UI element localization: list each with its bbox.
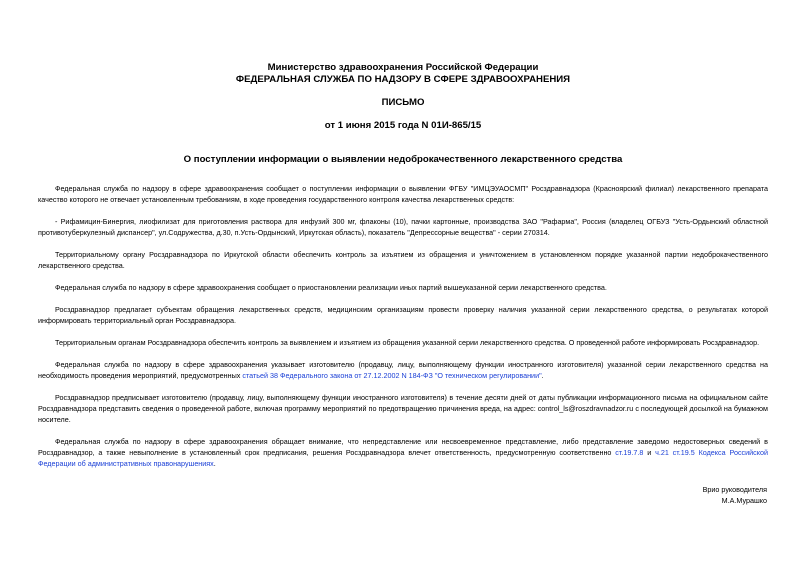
- paragraph: [38, 359, 768, 381]
- document-body: [38, 183, 768, 469]
- service-name: ФЕДЕРАЛЬНАЯ СЛУЖБА ПО НАДЗОРУ В СФЕРЕ ЗДРАВООХРАНЕНИЯ: [235, 74, 571, 85]
- law-reference-link[interactable]: статьей 38 Федерального закона от 27.12.2002 N 184-ФЗ "О техническом регулировании": [242, 371, 542, 380]
- paragraph: Росздравнадзор предписывает изготовителю (продавцу, лицу, выполняющему функции иностранного изготовителя) в течение десяти дней от даты публикации информационного письма на официальном сайте Росздравнадзора представить сведения о проведенной работе, включая программу мероприятий по предотвращению причинения вреда, на адрес: control_ls@roszdravnadzor.ru с последующей досылкой на бумажном носителе.: [38, 393, 768, 424]
- paragraph-text: .: [541, 371, 544, 380]
- document-type: ПИСЬМО: [381, 97, 425, 108]
- paragraph: Федеральная служба по надзору в сфере здравоохранения сообщает о поступлении информации о выявлении ФГБУ "ИМЦЭУАОСМП" Росздравнадзора (Красноярский филиал) лекарственного препарата качество которого не отвечает установленным требованиям, в ходе проведения государственного контроля качества лекарственных средств:: [38, 184, 768, 204]
- signature-block: [703, 484, 767, 506]
- paragraph: [38, 436, 768, 469]
- document-header: [38, 62, 768, 86]
- ministry-name: Министерство здравоохранения Российской Федерации: [267, 62, 539, 73]
- paragraph-text: и: [643, 448, 656, 457]
- paragraph: Федеральная служба по надзору в сфере здравоохранения сообщает о приостановлении реализации иных партий вышеуказанной серии лекарственного средства.: [55, 283, 607, 292]
- code-article-link[interactable]: ч.21 ст.19.5 Кодекса Российской Федерации об административных правонарушениях: [38, 448, 768, 468]
- paragraph: Территориальному органу Росздравнадзора по Иркутской области обеспечить контроль за изъятием из обращения и уничтожением в установленном порядке указанной партии недоброкачественного лекарственного средства.: [38, 250, 768, 270]
- document-page: [38, 62, 768, 480]
- signatory-role: Врио руководителя: [702, 485, 767, 494]
- signatory-name: М.А.Мурашко: [721, 496, 767, 505]
- paragraph-text: .: [213, 459, 216, 468]
- code-article-link[interactable]: ст.19.7.8: [615, 448, 644, 457]
- paragraph-text: Федеральная служба по надзору в сфере здравоохранения указывает изготовителю (продавцу, лицу, выполняющему функции иностранного изготовителя) указанной серии лекарственного средства на необходимость проведения мероприятий, предусмотренных: [38, 360, 768, 380]
- paragraph: Территориальным органам Росздравнадзора обеспечить контроль за выявлением и изъятием из обращения указанной серии лекарственного средства. О проведенной работе информировать Росздравнадзор.: [55, 338, 760, 347]
- document-subject: О поступлении информации о выявлении недоброкачественного лекарственного средства: [183, 154, 623, 165]
- document-date-number: от 1 июня 2015 года N 01И-865/15: [324, 120, 482, 131]
- paragraph-drug-item: - Рифамицин-Бинергия, лиофилизат для приготовления раствора для инфузий 300 мг, флаконы (10), пачки картонные, производства ЗАО "Рафарма", Россия (владелец ОГБУЗ "Усть-Ордынский областной противотуберкулезный диспансер", ул.Содружества, д.30, п.Усть-Ордынский, Иркутская область), показатель "Депрессорные вещества" - серии 270314.: [38, 217, 768, 237]
- paragraph-text: Федеральная служба по надзору в сфере здравоохранения обращает внимание, что непредставление или несвоевременное представление, либо представление заведомо недостоверных сведений в Росздравнадзор, а также невыполнение в установленный срок предписания, решения Росздравнадзора влечет ответственность, предусмотренную соответственно: [38, 437, 768, 457]
- paragraph: Росздравнадзор предлагает субъектам обращения лекарственных средств, медицинским организациям провести проверку наличия указанной серии лекарственного средства, о результатах которой информировать территориальный орган Росздравнадзора.: [38, 305, 768, 325]
